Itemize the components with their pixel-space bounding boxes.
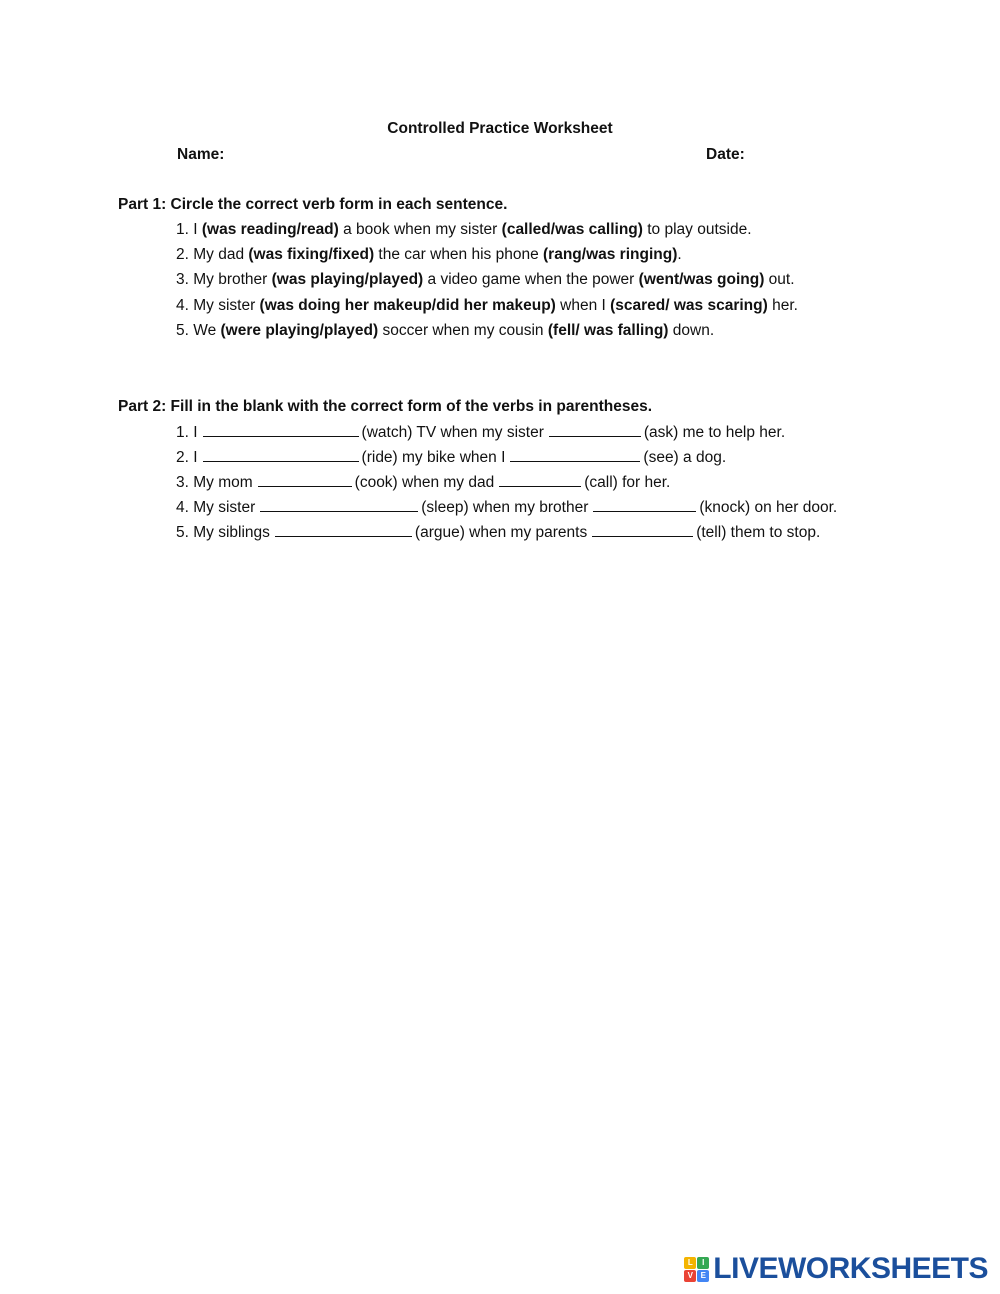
liveworksheets-logo xyxy=(684,1254,988,1284)
part2-item-3: 3. My mom (cook) when my dad (call) for her. xyxy=(176,474,671,491)
part1-item-5: 5. We (were playing/played) soccer when my cousin (fell/ was falling) down. xyxy=(176,322,715,339)
verb-choice[interactable]: (went/was going) xyxy=(638,271,765,288)
verb-choice[interactable]: (scared/ was scaring) xyxy=(610,297,768,314)
logo-text: LIVEWORKSHEETS xyxy=(713,1252,988,1285)
part1-item-3: 3. My brother (was playing/played) a video game when the power (went/was going) out. xyxy=(176,271,795,288)
verb-choice[interactable]: (was fixing/fixed) xyxy=(248,246,375,263)
part1-item-4: 4. My sister (was doing her makeup/did her makeup) when I (scared/ was scaring) her. xyxy=(176,297,798,314)
part2-heading: Part 2: Fill in the blank with the correct form of the verbs in parentheses. xyxy=(118,398,653,415)
part1-heading: Part 1: Circle the correct verb form in each sentence. xyxy=(118,196,508,213)
verb-choice[interactable]: (fell/ was falling) xyxy=(547,322,669,339)
logo-tile: I xyxy=(697,1257,709,1269)
answer-blank[interactable] xyxy=(592,522,693,537)
answer-blank[interactable] xyxy=(203,447,359,462)
part1-item-1: 1. I (was reading/read) a book when my sister (called/was calling) to play outside. xyxy=(176,221,752,238)
answer-blank[interactable] xyxy=(275,522,412,537)
answer-blank[interactable] xyxy=(499,472,581,487)
answer-blank[interactable] xyxy=(593,497,696,512)
part2-item-2: 2. I (ride) my bike when I (see) a dog. xyxy=(176,449,727,466)
part1-item-2: 2. My dad (was fixing/fixed) the car when his phone (rang/was ringing). xyxy=(176,246,682,263)
answer-blank[interactable] xyxy=(258,472,352,487)
part2-item-4: 4. My sister (sleep) when my brother (knock) on her door. xyxy=(176,499,838,516)
date-label: Date: xyxy=(706,146,745,163)
answer-blank[interactable] xyxy=(203,422,359,437)
verb-choice[interactable]: (was reading/read) xyxy=(201,221,339,238)
verb-choice[interactable]: (called/was calling) xyxy=(501,221,643,238)
logo-tile: V xyxy=(684,1270,696,1282)
logo-mark-icon xyxy=(684,1257,709,1282)
page-title: Controlled Practice Worksheet xyxy=(387,120,613,137)
verb-choice[interactable]: (rang/was ringing) xyxy=(543,246,678,263)
part2-item-5: 5. My siblings (argue) when my parents (tell) them to stop. xyxy=(176,524,821,541)
verb-choice[interactable]: (was doing her makeup/did her makeup) xyxy=(259,297,556,314)
logo-tile: E xyxy=(697,1270,709,1282)
name-label: Name: xyxy=(177,146,225,163)
part2-item-1: 1. I (watch) TV when my sister (ask) me to help her. xyxy=(176,424,786,441)
answer-blank[interactable] xyxy=(549,422,641,437)
answer-blank[interactable] xyxy=(510,447,640,462)
verb-choice[interactable]: (was playing/played) xyxy=(271,271,424,288)
verb-choice[interactable]: (were playing/played) xyxy=(220,322,379,339)
logo-tile: L xyxy=(684,1257,696,1269)
answer-blank[interactable] xyxy=(260,497,418,512)
